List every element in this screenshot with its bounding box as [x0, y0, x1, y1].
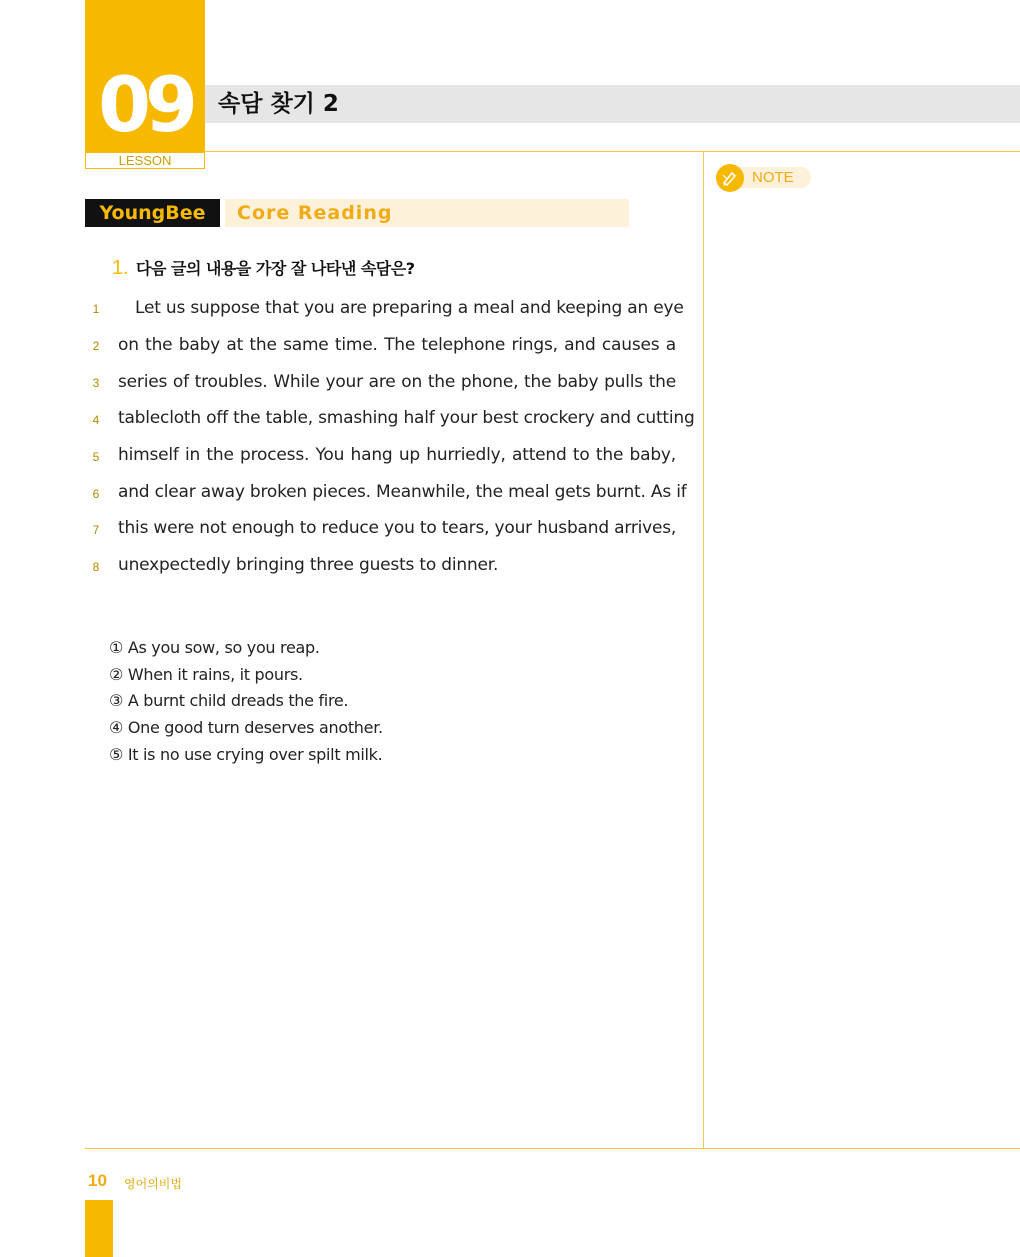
- line-number: 2: [92, 339, 100, 353]
- section-name: Core Reading: [225, 199, 629, 227]
- pencil-note-icon: [716, 164, 744, 192]
- lesson-number: 09: [98, 60, 192, 149]
- line-number: 5: [92, 450, 100, 464]
- passage-line: himself in the process. You hang up hurriedly, attend to the baby,: [118, 445, 676, 465]
- passage-line: and clear away broken pieces. Meanwhile, the meal gets burnt. As if: [118, 482, 687, 502]
- page-number: 10: [88, 1171, 107, 1190]
- footer-tab: [85, 1200, 113, 1257]
- passage-line: Let us suppose that you are preparing a meal and keeping an eye: [135, 298, 684, 318]
- book-title: 영어의비법: [124, 1177, 182, 1191]
- column-divider: [703, 152, 704, 1149]
- line-number: 7: [92, 523, 100, 537]
- line-number: 3: [92, 376, 100, 390]
- passage-line: tablecloth off the table, smashing half your best crockery and cutting: [118, 408, 695, 428]
- line-number: 1: [92, 302, 100, 316]
- passage-line: this were not enough to reduce you to tears, your husband arrives,: [118, 518, 677, 538]
- option-5[interactable]: ⑤ It is no use crying over spilt milk.: [109, 745, 383, 764]
- lesson-label: LESSON: [85, 152, 205, 169]
- header-divider: [205, 151, 1020, 152]
- passage-line: series of troubles. While your are on the phone, the baby pulls the: [118, 372, 676, 392]
- question-prompt: 다음 글의 내용을 가장 잘 나타낸 속담은?: [136, 259, 415, 278]
- line-number: 8: [92, 560, 100, 574]
- option-1[interactable]: ① As you sow, so you reap.: [109, 638, 320, 657]
- page-title: 속담 찾기 2: [218, 91, 339, 117]
- note-label: NOTE: [752, 169, 794, 186]
- option-3[interactable]: ③ A burnt child dreads the fire.: [109, 691, 349, 710]
- line-number: 6: [92, 487, 100, 501]
- section-brand: YoungBee: [85, 199, 220, 227]
- option-4[interactable]: ④ One good turn deserves another.: [109, 718, 383, 737]
- line-number: 4: [92, 413, 100, 427]
- footer-divider: [85, 1148, 1020, 1149]
- question-number: 1.: [112, 257, 129, 279]
- passage-line: unexpectedly bringing three guests to dinner.: [118, 555, 499, 575]
- option-2[interactable]: ② When it rains, it pours.: [109, 665, 303, 684]
- passage-line: on the baby at the same time. The telephone rings, and causes a: [118, 335, 676, 355]
